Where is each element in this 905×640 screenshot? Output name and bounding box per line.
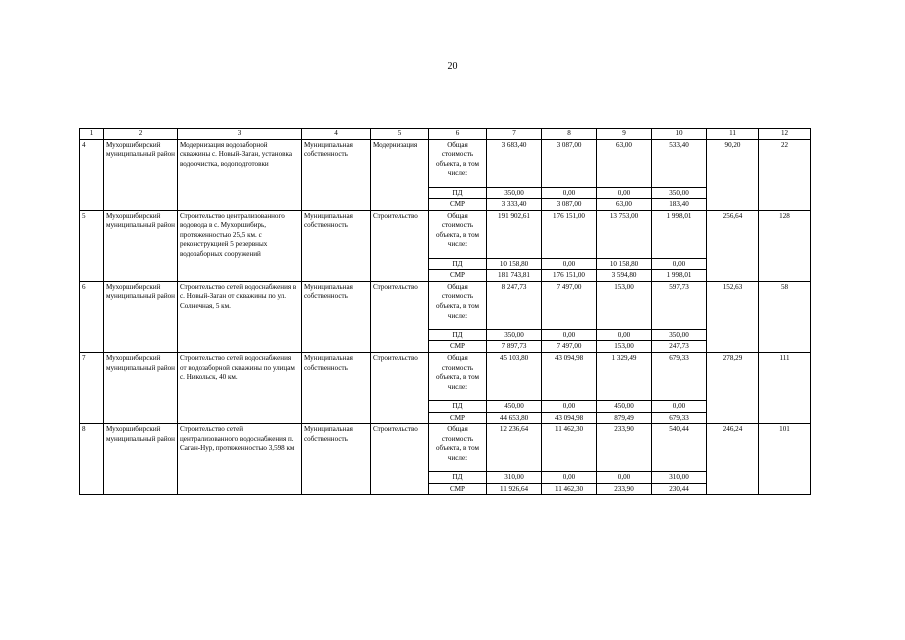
district-cell: Мухоршибирский муниципальный район [104,424,178,495]
col11-cell: 256,64 [707,210,759,281]
investment-table [79,128,811,495]
smr-c10: 679,33 [652,412,707,424]
ownership-cell: Муниципальная собственность [302,210,371,281]
smr-c9: 3 594,80 [597,270,652,282]
smr-label: СМР [429,270,487,282]
pd-c8: 0,00 [542,472,597,484]
work-type-cell: Строительство [371,424,429,495]
total-cost-c8: 43 094,98 [542,352,597,400]
total-cost-c10: 540,44 [652,424,707,472]
col11-cell: 278,29 [707,352,759,423]
smr-c10: 183,40 [652,199,707,211]
header-cell: 11 [707,129,759,140]
pd-c9: 0,00 [597,472,652,484]
smr-c8: 11 462,30 [542,483,597,495]
pd-c9: 450,00 [597,400,652,412]
smr-label: СМР [429,412,487,424]
ownership-cell: Муниципальная собственность [302,281,371,352]
work-type-cell: Строительство [371,281,429,352]
smr-label: СМР [429,199,487,211]
page-number: 20 [447,61,458,72]
col11-cell: 246,24 [707,424,759,495]
pd-label: ПД [429,258,487,270]
smr-c10: 1 998,01 [652,270,707,282]
object-name-cell: Строительство сетей водоснабжения от водозаборной скважины по улицам с. Никольск, 40 км. [178,352,302,423]
total-cost-c7: 45 103,80 [487,352,542,400]
pd-c10: 310,00 [652,472,707,484]
smr-c8: 43 094,98 [542,412,597,424]
smr-c9: 879,49 [597,412,652,424]
header-cell: 12 [759,129,811,140]
row-number: 8 [80,424,104,495]
total-cost-c8: 3 087,00 [542,139,597,187]
ownership-cell: Муниципальная собственность [302,139,371,210]
district-cell: Мухоршибирский муниципальный район [104,139,178,210]
ownership-cell: Муниципальная собственность [302,424,371,495]
total-cost-c7: 12 236,64 [487,424,542,472]
row-number: 5 [80,210,104,281]
header-cell: 3 [178,129,302,140]
pd-c8: 0,00 [542,329,597,341]
smr-c9: 233,90 [597,483,652,495]
pd-c7: 310,00 [487,472,542,484]
work-type-cell: Строительство [371,352,429,423]
smr-c7: 3 333,40 [487,199,542,211]
object-name-cell: Модернизация водозаборной скважины с. Новый-Заган, установка водоочистка, водоподготовки [178,139,302,210]
total-cost-c8: 176 151,00 [542,210,597,258]
row-number: 4 [80,139,104,210]
pd-label: ПД [429,329,487,341]
pd-c9: 0,00 [597,329,652,341]
pd-c9: 0,00 [597,187,652,199]
smr-c8: 3 087,00 [542,199,597,211]
total-cost-c8: 7 497,00 [542,281,597,329]
object-row [80,210,811,258]
header-cell: 10 [652,129,707,140]
header-cell: 2 [104,129,178,140]
header-cell: 9 [597,129,652,140]
header-cell: 5 [371,129,429,140]
object-name-cell: Строительство сетей централизованного водоснабжения п. Саган-Нур, протяженностью 3,598 км [178,424,302,495]
smr-c7: 11 926,64 [487,483,542,495]
work-type-cell: Строительство [371,210,429,281]
col12-cell: 22 [759,139,811,210]
smr-c7: 7 897,73 [487,341,542,353]
pd-label: ПД [429,400,487,412]
district-cell: Мухоршибирский муниципальный район [104,210,178,281]
total-cost-label: Общая стоимость объекта, в том числе: [429,281,487,329]
total-cost-label: Общая стоимость объекта, в том числе: [429,139,487,187]
pd-c10: 350,00 [652,187,707,199]
district-cell: Мухоршибирский муниципальный район [104,281,178,352]
total-cost-label: Общая стоимость объекта, в том числе: [429,424,487,472]
smr-c9: 63,00 [597,199,652,211]
col12-cell: 101 [759,424,811,495]
object-name-cell: Строительство централизованного водовода в с. Мухоршибирь, протяженностью 25,5 км. с реконструкцией 5 резервных водозаборных сооружений [178,210,302,281]
total-cost-c9: 1 329,49 [597,352,652,400]
pd-c10: 350,00 [652,329,707,341]
total-cost-c9: 63,00 [597,139,652,187]
total-cost-c7: 3 683,40 [487,139,542,187]
smr-c7: 181 743,81 [487,270,542,282]
pd-c10: 0,00 [652,258,707,270]
smr-c8: 7 497,00 [542,341,597,353]
pd-c7: 350,00 [487,187,542,199]
pd-c8: 0,00 [542,400,597,412]
col12-cell: 128 [759,210,811,281]
smr-label: СМР [429,483,487,495]
smr-c10: 247,73 [652,341,707,353]
row-number: 7 [80,352,104,423]
pd-label: ПД [429,187,487,199]
header-row [80,129,811,140]
object-name-cell: Строительство сетей водоснабжения в с. Новый-Заган от скважины по ул. Солнечная, 5 км. [178,281,302,352]
object-row [80,352,811,400]
ownership-cell: Муниципальная собственность [302,352,371,423]
object-row [80,424,811,472]
total-cost-c9: 153,00 [597,281,652,329]
header-cell: 8 [542,129,597,140]
total-cost-c9: 13 753,00 [597,210,652,258]
total-cost-c10: 679,33 [652,352,707,400]
total-cost-c7: 8 247,73 [487,281,542,329]
header-cell: 6 [429,129,487,140]
col11-cell: 152,63 [707,281,759,352]
total-cost-c10: 1 998,01 [652,210,707,258]
object-row [80,139,811,187]
col12-cell: 58 [759,281,811,352]
col12-cell: 111 [759,352,811,423]
smr-label: СМР [429,341,487,353]
total-cost-c9: 233,90 [597,424,652,472]
smr-c8: 176 151,00 [542,270,597,282]
total-cost-c10: 533,40 [652,139,707,187]
pd-c8: 0,00 [542,187,597,199]
object-row [80,281,811,329]
header-cell: 7 [487,129,542,140]
total-cost-c10: 597,73 [652,281,707,329]
smr-c9: 153,00 [597,341,652,353]
header-cell: 4 [302,129,371,140]
pd-c8: 0,00 [542,258,597,270]
pd-c9: 10 158,80 [597,258,652,270]
col11-cell: 90,20 [707,139,759,210]
pd-c7: 350,00 [487,329,542,341]
pd-c7: 10 158,80 [487,258,542,270]
pd-c7: 450,00 [487,400,542,412]
total-cost-label: Общая стоимость объекта, в том числе: [429,352,487,400]
total-cost-c8: 11 462,30 [542,424,597,472]
total-cost-c7: 191 902,61 [487,210,542,258]
district-cell: Мухоршибирский муниципальный район [104,352,178,423]
total-cost-label: Общая стоимость объекта, в том числе: [429,210,487,258]
work-type-cell: Модернизация [371,139,429,210]
smr-c10: 230,44 [652,483,707,495]
row-number: 6 [80,281,104,352]
smr-c7: 44 653,80 [487,412,542,424]
pd-c10: 0,00 [652,400,707,412]
pd-label: ПД [429,472,487,484]
header-cell: 1 [80,129,104,140]
